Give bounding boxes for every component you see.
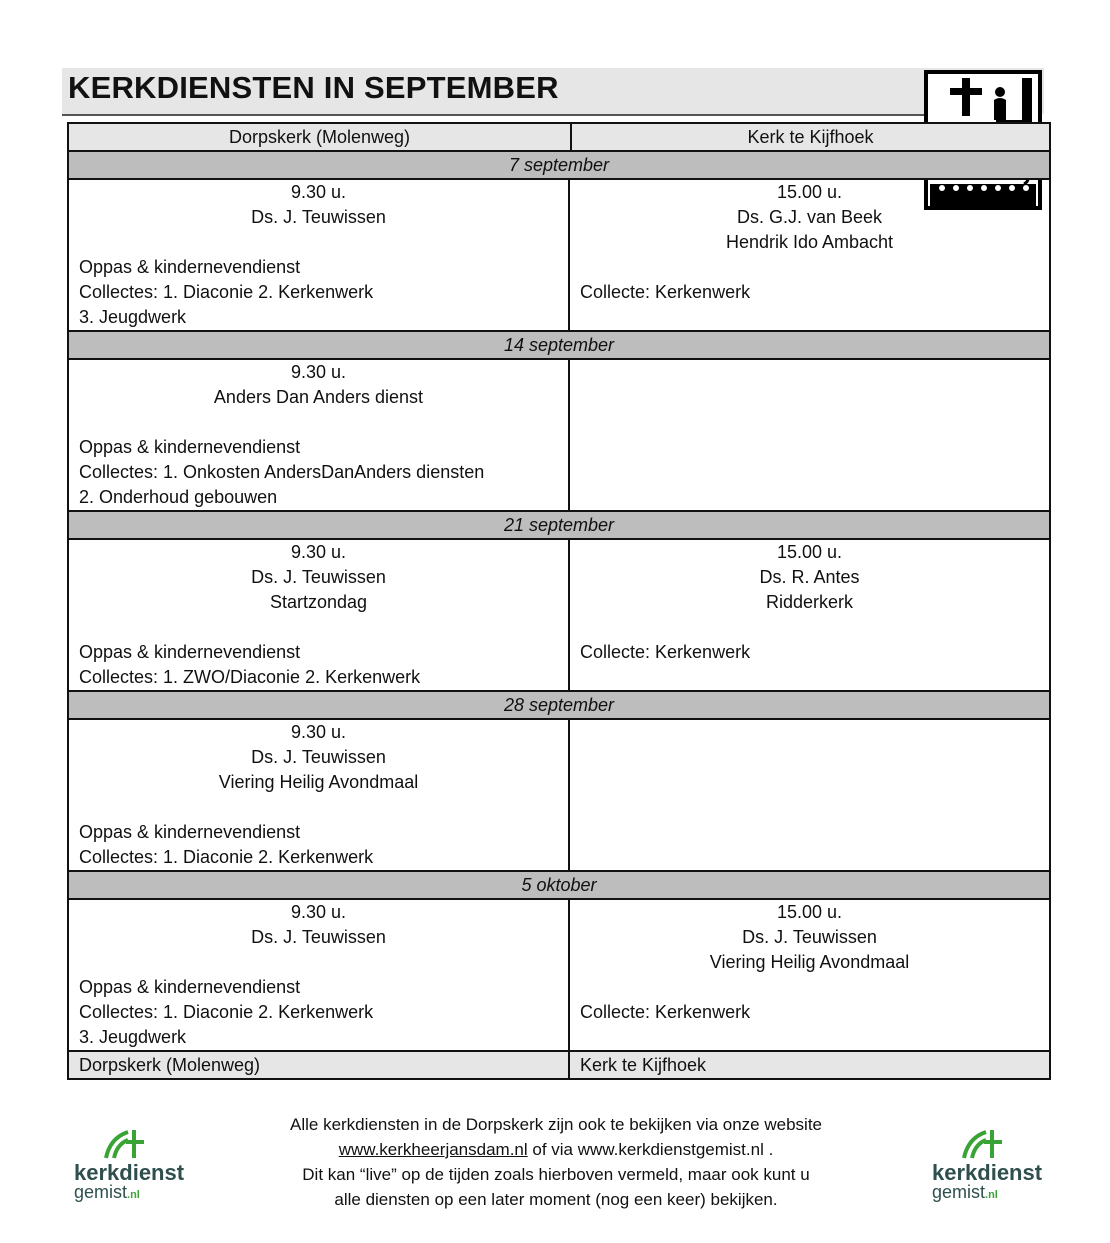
kijfhoek-service-cell xyxy=(570,900,1049,1050)
service-note xyxy=(580,845,1039,870)
service-preacher xyxy=(580,385,1039,410)
service-note xyxy=(79,615,558,640)
service-note: Collecte: Kerkenwerk xyxy=(580,282,751,302)
service-detail: Hendrik Ido Ambacht xyxy=(725,232,894,252)
logo-word-gemist xyxy=(932,1182,998,1203)
service-note xyxy=(580,255,1039,280)
service-note xyxy=(580,435,1039,460)
kerkdienstgemist-logo-left[interactable] xyxy=(74,1128,194,1204)
date-row: 5 oktober xyxy=(69,870,1049,900)
service-time: 9.30 u. xyxy=(290,362,347,382)
page-title: KERKDIENSTEN IN SEPTEMBER xyxy=(68,70,559,105)
logo-word-gemist xyxy=(74,1182,140,1203)
broadcast-icon xyxy=(960,1128,1008,1160)
footer-dorpskerk: Dorpskerk (Molenweg) xyxy=(69,1052,570,1078)
logo-gemist-text: gemist xyxy=(932,1182,986,1202)
logo-gemist-text: gemist xyxy=(74,1182,128,1202)
column-header-kijfhoek: Kerk te Kijfhoek xyxy=(747,127,874,147)
service-note: 2. Onderhoud gebouwen xyxy=(79,487,278,507)
service-note: Collecte: Kerkenwerk xyxy=(580,642,751,662)
dorpskerk-service-cell xyxy=(69,180,570,330)
service-detail xyxy=(79,950,558,975)
service-time: 9.30 u. xyxy=(290,542,347,562)
service-preacher: Ds. J. Teuwissen xyxy=(251,927,386,947)
service-time: 9.30 u. xyxy=(290,182,347,202)
dorpskerk-service-cell xyxy=(69,360,570,510)
service-detail: Viering Heilig Avondmaal xyxy=(709,952,910,972)
service-preacher: Ds. G.J. van Beek xyxy=(736,207,883,227)
service-note: Collectes: 1. Diaconie 2. Kerkenwerk xyxy=(79,1002,374,1022)
logo-word-kerkdienst: kerkdienst xyxy=(74,1160,185,1185)
service-time: 15.00 u. xyxy=(776,182,843,202)
service-preacher: Ds. J. Teuwissen xyxy=(742,927,877,947)
service-note xyxy=(580,795,1039,820)
kijfhoek-service-cell xyxy=(570,540,1049,690)
note-line-2-rest: of via www.kerkdienstgemist.nl . xyxy=(527,1140,774,1159)
service-note xyxy=(580,485,1039,510)
date-row: 28 september xyxy=(69,690,1049,720)
service-row xyxy=(69,900,1049,1050)
kerkdienstgemist-logo-right[interactable] xyxy=(932,1128,1052,1204)
service-time: 9.30 u. xyxy=(290,902,347,922)
service-note: 3. Jeugdwerk xyxy=(79,307,187,327)
date-row: 7 september xyxy=(69,150,1049,180)
column-header-dorpskerk: Dorpskerk (Molenweg) xyxy=(69,124,572,150)
service-preacher: Anders Dan Anders dienst xyxy=(213,387,424,407)
service-detail: Startzondag xyxy=(269,592,368,612)
date-row: 21 september xyxy=(69,510,1049,540)
date-row: 14 september xyxy=(69,330,1049,360)
note-line-2 xyxy=(238,1137,874,1162)
service-note: Oppas & kindernevendienst xyxy=(79,642,301,662)
service-row xyxy=(69,540,1049,690)
broadcast-icon xyxy=(102,1128,150,1160)
table-footer-row xyxy=(69,1050,1049,1078)
service-note: Collectes: 1. Diaconie 2. Kerkenwerk xyxy=(79,282,374,302)
logo-word-kerkdienst: kerkdienst xyxy=(932,1160,1043,1185)
footer-kijfhoek: Kerk te Kijfhoek xyxy=(580,1055,707,1075)
service-time xyxy=(580,720,1039,745)
kijfhoek-service-cell xyxy=(570,360,1049,510)
kijfhoek-service-cell xyxy=(570,180,1049,330)
schedule-table xyxy=(67,122,1051,1080)
service-preacher xyxy=(580,745,1039,770)
service-note xyxy=(580,975,1039,1000)
service-preacher: Ds. J. Teuwissen xyxy=(251,207,386,227)
service-row xyxy=(69,360,1049,510)
service-note xyxy=(580,1025,1039,1050)
note-line-3: Dit kan “live” op de tijden zoals hierboven vermeld, maar ook kunt u xyxy=(302,1165,810,1184)
service-note xyxy=(79,795,558,820)
table-header-row xyxy=(69,122,1049,150)
service-note xyxy=(580,820,1039,845)
dorpskerk-service-cell xyxy=(69,720,570,870)
service-note: Collectes: 1. Diaconie 2. Kerkenwerk xyxy=(79,847,374,867)
footer-note xyxy=(238,1112,874,1212)
service-time: 15.00 u. xyxy=(776,542,843,562)
service-detail xyxy=(580,410,1039,435)
service-time: 15.00 u. xyxy=(776,902,843,922)
dorpskerk-service-cell xyxy=(69,540,570,690)
service-note xyxy=(580,305,1039,330)
service-preacher: Ds. J. Teuwissen xyxy=(251,567,386,587)
service-note: Oppas & kindernevendienst xyxy=(79,822,301,842)
website-link[interactable]: www.kerkheerjansdam.nl xyxy=(338,1140,528,1159)
service-detail xyxy=(79,410,558,435)
service-row xyxy=(69,720,1049,870)
service-detail xyxy=(79,230,558,255)
service-note: Collectes: 1. Onkosten AndersDanAnders diensten xyxy=(79,462,485,482)
note-line-1: Alle kerkdiensten in de Dorpskerk zijn ook te bekijken via onze website xyxy=(290,1115,822,1134)
service-preacher: Ds. J. Teuwissen xyxy=(251,747,386,767)
service-note: Oppas & kindernevendienst xyxy=(79,977,301,997)
title-divider xyxy=(62,114,924,116)
logo-suffix: .nl xyxy=(985,1189,998,1201)
service-note: Collecte: Kerkenwerk xyxy=(580,1002,751,1022)
service-note xyxy=(580,665,1039,690)
service-note: Oppas & kindernevendienst xyxy=(79,257,301,277)
service-note: 3. Jeugdwerk xyxy=(79,1027,187,1047)
service-detail xyxy=(580,770,1039,795)
dorpskerk-service-cell xyxy=(69,900,570,1050)
service-note: Collectes: 1. ZWO/Diaconie 2. Kerkenwerk xyxy=(79,667,421,687)
service-time xyxy=(580,360,1039,385)
service-time: 9.30 u. xyxy=(290,722,347,742)
service-preacher: Ds. R. Antes xyxy=(759,567,860,587)
kijfhoek-service-cell xyxy=(570,720,1049,870)
service-detail: Ridderkerk xyxy=(765,592,854,612)
logo-suffix: .nl xyxy=(127,1189,140,1201)
service-note xyxy=(580,460,1039,485)
service-note xyxy=(580,615,1039,640)
service-detail: Viering Heilig Avondmaal xyxy=(218,772,419,792)
service-note: Oppas & kindernevendienst xyxy=(79,437,301,457)
note-line-4: alle diensten op een later moment (nog een keer) bekijken. xyxy=(334,1190,778,1209)
service-row xyxy=(69,180,1049,330)
